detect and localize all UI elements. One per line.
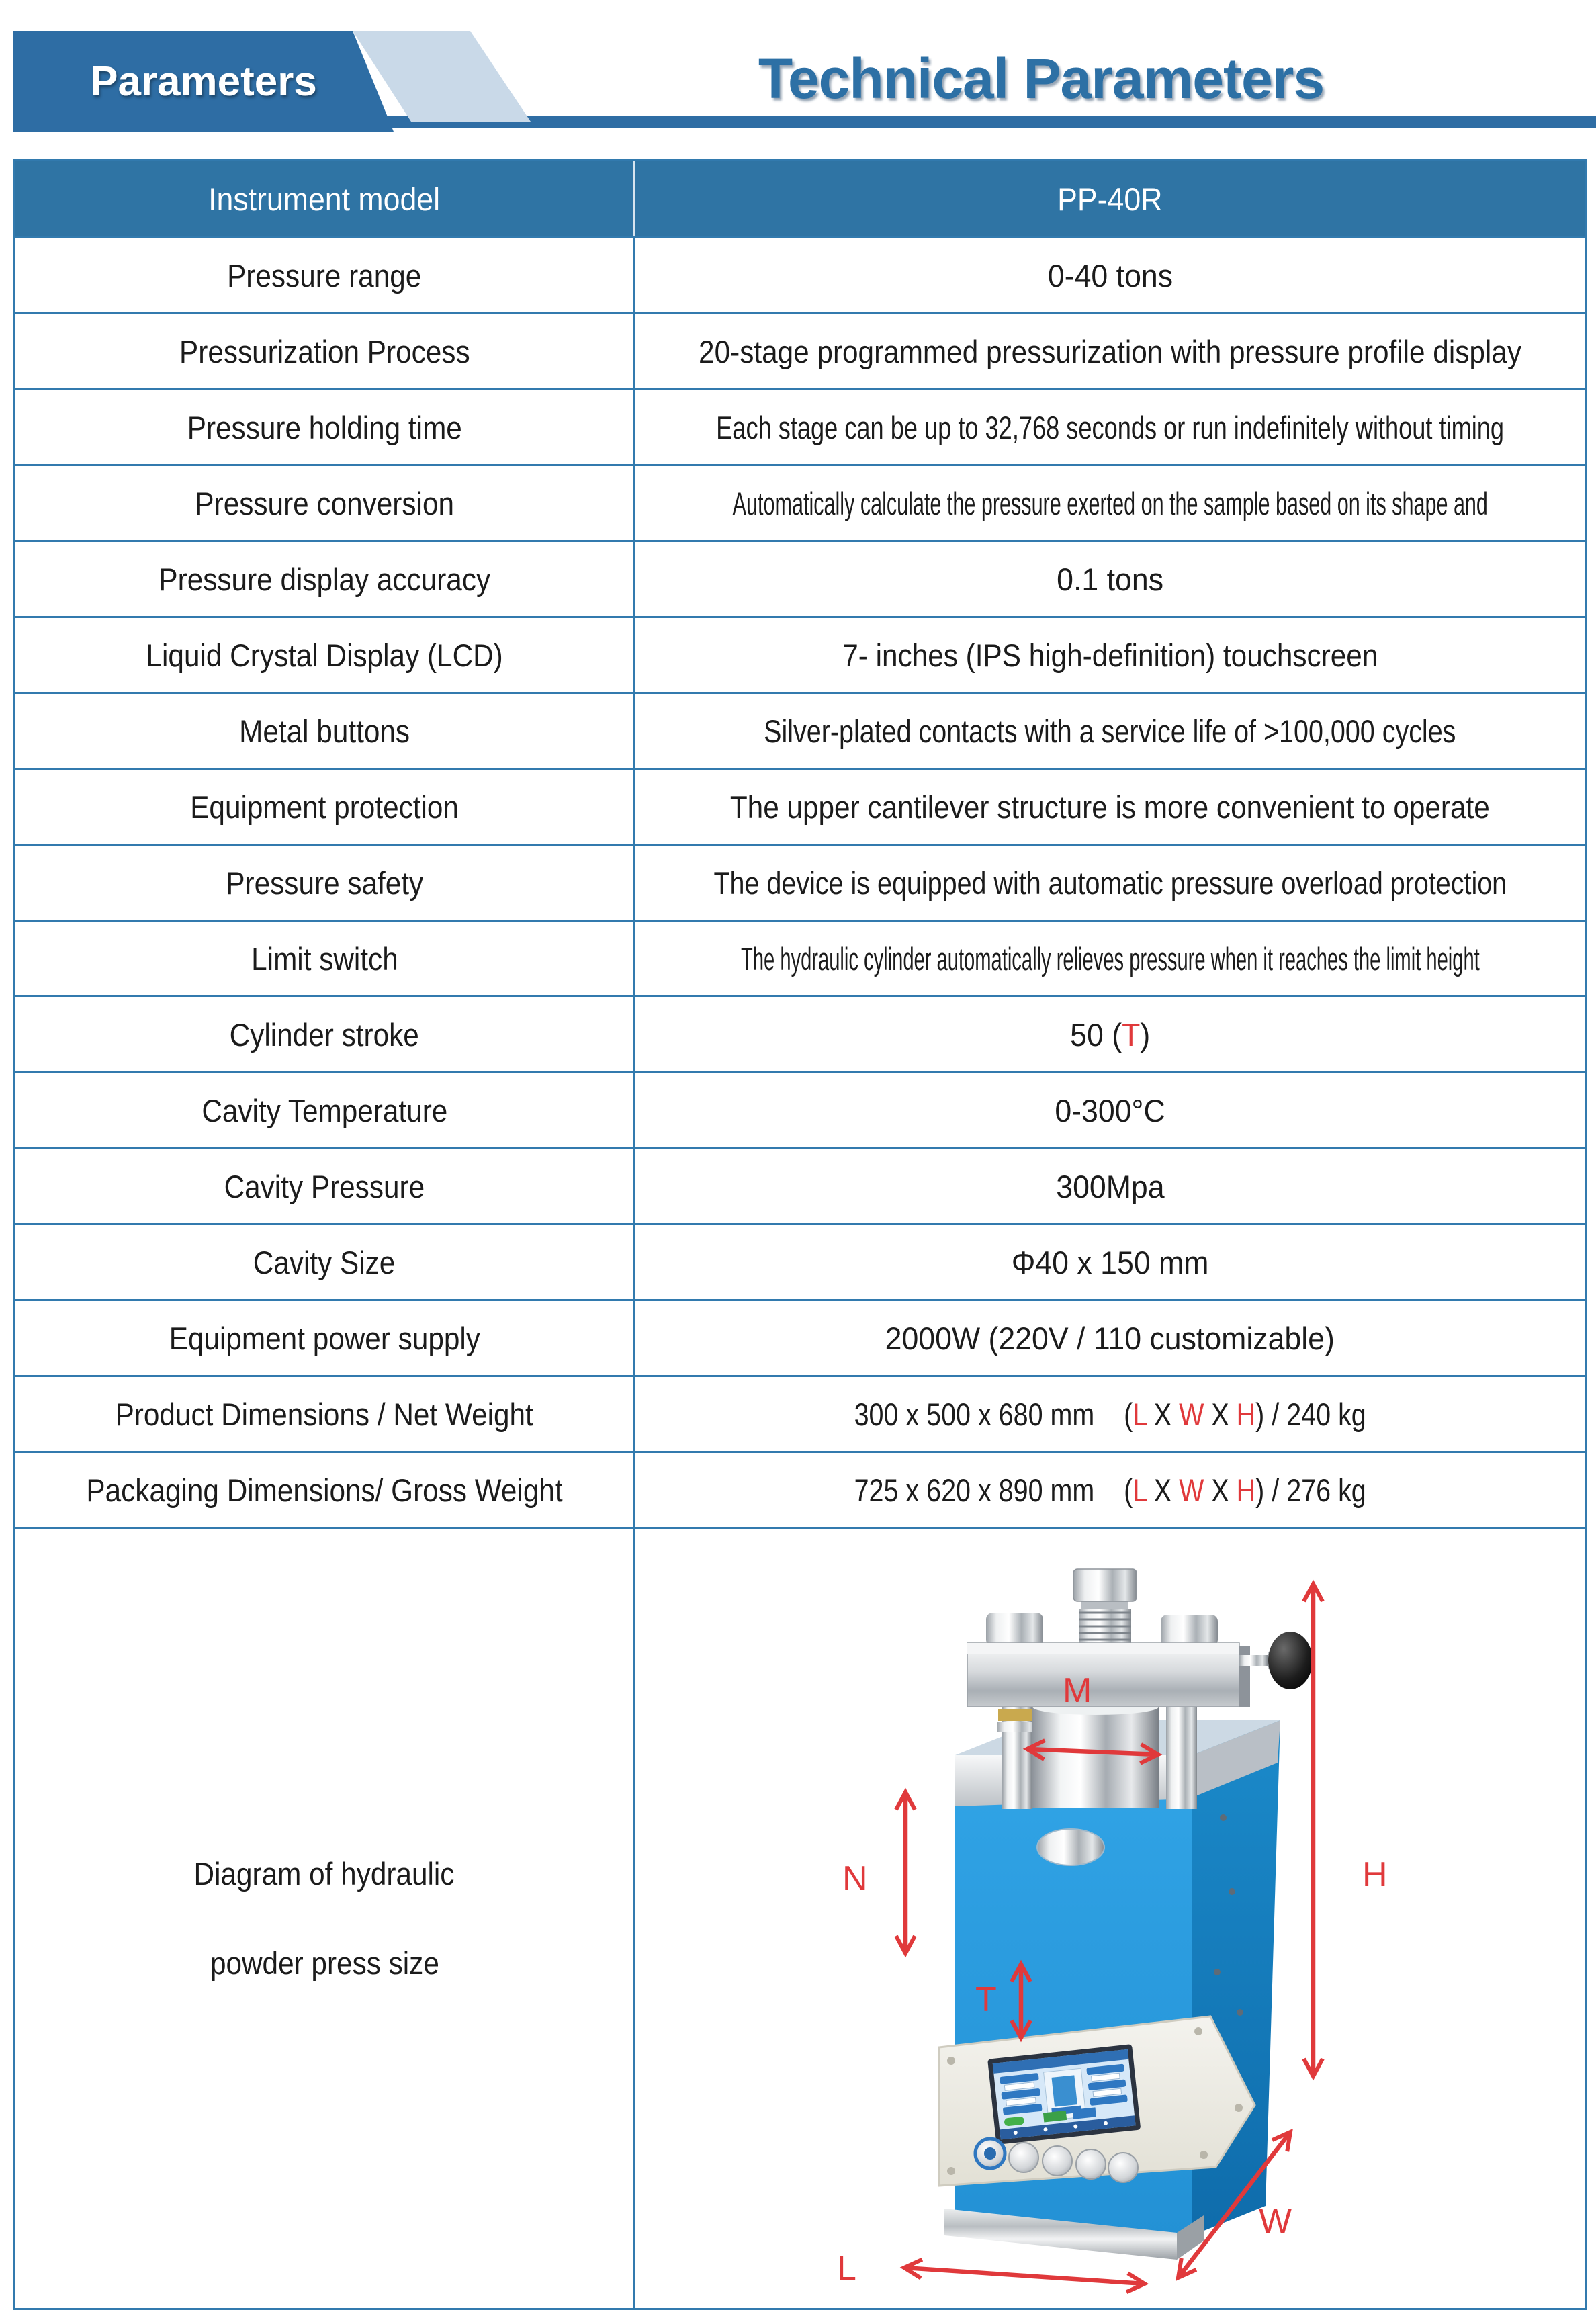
red-dim-letter: L xyxy=(1133,1472,1147,1508)
table-row xyxy=(15,464,1585,540)
panel-screw xyxy=(1200,2151,1208,2159)
left-column-collar xyxy=(997,1722,1037,1732)
table-row xyxy=(15,236,1585,312)
dimension-label-m: M xyxy=(1063,1671,1092,1710)
hydraulic-press-diagram xyxy=(635,1529,1585,2308)
row-label: Liquid Crystal Display (LCD) xyxy=(146,637,503,673)
ball-handle xyxy=(1268,1632,1313,1689)
table-header-row xyxy=(15,161,1585,236)
touchscreen xyxy=(987,2044,1141,2145)
row-label: Pressurization Process xyxy=(179,333,470,369)
panel-screw xyxy=(947,2167,955,2175)
panel-screw xyxy=(947,2057,955,2065)
press-machine-illustration xyxy=(939,1569,1313,2260)
row-value: 7- inches (IPS high-definition) touchscreen xyxy=(842,637,1378,673)
row-value: 2000W (220V / 110 customizable) xyxy=(885,1320,1335,1356)
row-label: Pressure range xyxy=(227,257,422,294)
red-dim-letter: L xyxy=(1133,1396,1147,1432)
red-dim-letter: H xyxy=(1236,1396,1255,1432)
screw-dot xyxy=(1214,1969,1221,1975)
panel-button xyxy=(1108,2153,1138,2182)
row-label: Pressure safety xyxy=(226,864,423,901)
handle-rod xyxy=(1239,1655,1268,1666)
row-label: Cavity Size xyxy=(253,1244,396,1280)
knurled-knob xyxy=(1073,1569,1137,1601)
page-title: Technical Parameters xyxy=(758,46,1325,110)
row-label: Product Dimensions / Net Weight xyxy=(115,1396,534,1432)
table-row xyxy=(15,844,1585,920)
table-row xyxy=(15,540,1585,616)
dimension-label-t: T xyxy=(975,1980,997,2019)
screw-dot xyxy=(1237,2009,1243,2016)
left-guide-column xyxy=(1002,1707,1032,1809)
spec-table xyxy=(13,159,1587,2310)
table-row xyxy=(15,692,1585,768)
row-label: Cavity Temperature xyxy=(202,1092,447,1128)
row-value: Silver-plated contacts with a service life of >100,000 cycles xyxy=(764,713,1456,749)
row-value: 50 (T) xyxy=(1069,1016,1151,1053)
table-row xyxy=(15,1375,1585,1451)
table-row xyxy=(15,1071,1585,1147)
panel-power-button-center xyxy=(984,2147,996,2160)
panel-button xyxy=(1009,2143,1038,2172)
red-dim-letter: W xyxy=(1178,1396,1204,1432)
red-dim-letter: T xyxy=(1121,1016,1141,1053)
dimension-label-n: N xyxy=(842,1859,868,1898)
front-oval-handle xyxy=(1037,1829,1104,1865)
header-label: Instrument model xyxy=(208,181,441,217)
row-value: Each stage can be up to 32,768 seconds or run indefinitely without timing xyxy=(716,409,1504,445)
hydraulic-cylinder xyxy=(1032,1707,1159,1808)
banner-label: Parameters xyxy=(90,58,317,105)
row-label: Pressure conversion xyxy=(195,485,454,521)
screw-dot xyxy=(1229,1888,1235,1895)
diagram-row xyxy=(15,1527,1585,2308)
table-row xyxy=(15,1299,1585,1375)
row-label: Equipment protection xyxy=(190,789,459,825)
screen-machine-body xyxy=(1051,2075,1077,2106)
brass-fitting xyxy=(998,1709,1036,1721)
threaded-rod xyxy=(1079,1609,1131,1646)
row-value: Φ40 x 150 mm xyxy=(1011,1244,1209,1280)
header-value: PP-40R xyxy=(1057,181,1163,217)
row-value: 0-300°C xyxy=(1055,1092,1165,1128)
row-value: 725 x 620 x 890 mm (L X W X H) / 276 kg xyxy=(854,1472,1366,1508)
row-label: Cylinder stroke xyxy=(229,1016,420,1053)
table-row xyxy=(15,1223,1585,1299)
table-row xyxy=(15,768,1585,844)
left-top-post xyxy=(986,1613,1043,1646)
row-label: Cavity Pressure xyxy=(224,1168,425,1204)
red-dim-letter: W xyxy=(1178,1472,1204,1508)
row-value: Automatically calculate the pressure exerted on the sample based on its shape and xyxy=(732,485,1488,521)
red-dim-letter: H xyxy=(1236,1472,1255,1508)
row-value: The hydraulic cylinder automatically relieves pressure when it reaches the limit height xyxy=(740,940,1480,977)
diagram-caption-line2: powder press size xyxy=(210,1945,439,1981)
diagram-caption-line1: Diagram of hydraulic xyxy=(194,1856,455,1892)
crossbar-top-strip xyxy=(967,1643,1239,1654)
row-value: 300Mpa xyxy=(1055,1168,1165,1204)
row-value: 20-stage programmed pressurization with pressure profile display xyxy=(699,333,1521,369)
row-value: The device is equipped with automatic pressure overload protection xyxy=(713,864,1507,901)
table-row xyxy=(15,1451,1585,1527)
table-row xyxy=(15,995,1585,1071)
screw-dot xyxy=(1220,1814,1227,1821)
crossbar-side-face xyxy=(1239,1646,1250,1707)
panel-button xyxy=(1076,2149,1106,2179)
dimension-arrow-l xyxy=(904,2268,1145,2284)
row-label: Pressure display accuracy xyxy=(159,561,490,597)
row-label: Packaging Dimensions/ Gross Weight xyxy=(86,1472,563,1508)
row-label: Limit switch xyxy=(251,940,398,977)
row-label: Pressure holding time xyxy=(187,409,462,445)
right-guide-column xyxy=(1166,1707,1197,1809)
dimension-label-l: L xyxy=(837,2249,856,2288)
table-row xyxy=(15,616,1585,692)
row-label: Equipment power supply xyxy=(169,1320,480,1356)
right-top-post xyxy=(1161,1615,1218,1646)
dimension-label-h: H xyxy=(1362,1855,1388,1894)
panel-screw xyxy=(1235,2104,1243,2112)
row-value: 0.1 tons xyxy=(1057,561,1163,597)
table-row xyxy=(15,920,1585,995)
dimension-label-w: W xyxy=(1259,2202,1292,2241)
panel-screw xyxy=(1194,2027,1202,2035)
row-value: 300 x 500 x 680 mm (L X W X H) / 240 kg xyxy=(854,1396,1366,1432)
row-value: The upper cantilever structure is more convenient to operate xyxy=(730,789,1490,825)
row-value: 0-40 tons xyxy=(1047,257,1173,294)
table-row xyxy=(15,312,1585,388)
table-row xyxy=(15,1147,1585,1223)
panel-button xyxy=(1043,2146,1072,2176)
table-row xyxy=(15,388,1585,464)
row-label: Metal buttons xyxy=(239,713,410,749)
page-header xyxy=(0,0,1596,159)
